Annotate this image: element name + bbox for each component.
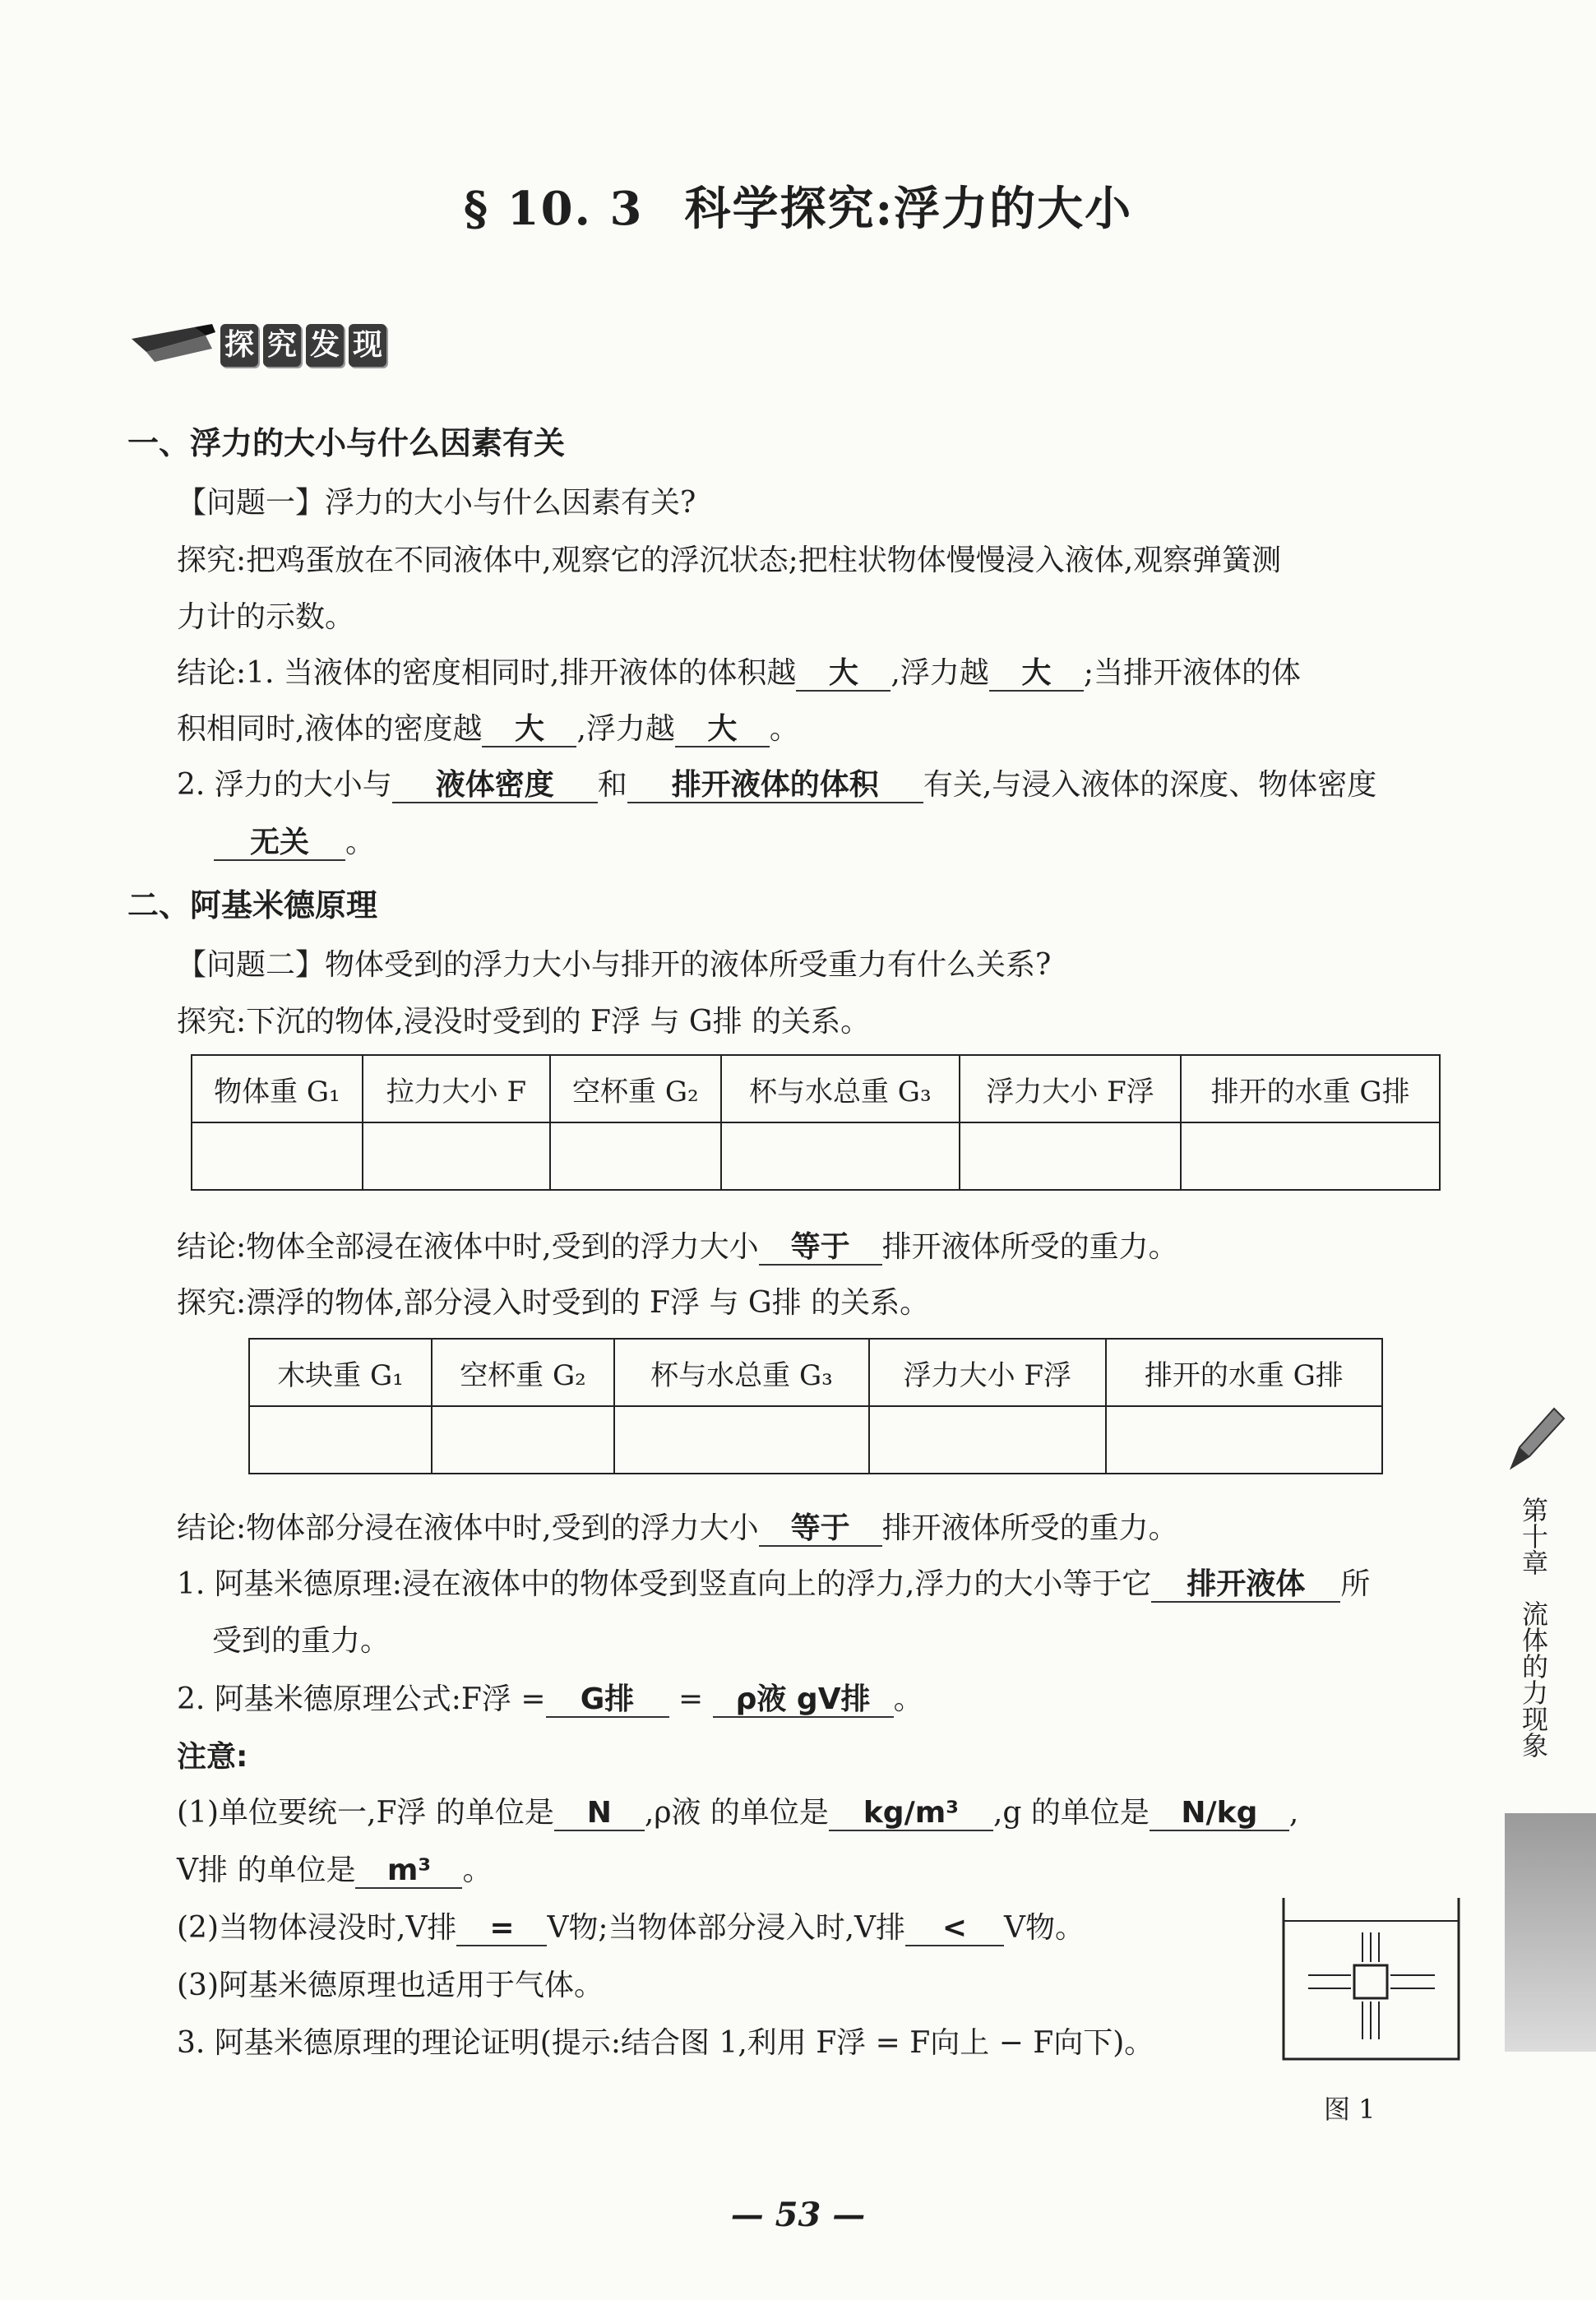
empty-cell	[721, 1122, 960, 1190]
pencil-icon	[1503, 1402, 1569, 1476]
answer-blank: 大	[675, 713, 770, 747]
table-header-cell: 排开的水重 G排	[1106, 1339, 1382, 1406]
text: V物;当物体部分浸入时,V排	[547, 1911, 906, 1945]
question-two: 【问题二】物体受到的浮力大小与排开的液体所受重力有什么关系?	[177, 948, 1052, 982]
principle-2-formula	[177, 1676, 923, 1718]
text: 所	[1340, 1567, 1371, 1601]
note-heading: 注意:	[177, 1740, 248, 1774]
submerged-cube	[1354, 1965, 1387, 1998]
empty-cell	[1181, 1122, 1440, 1190]
answer-blank: 无关	[214, 826, 345, 861]
badge-char: 现	[349, 324, 386, 367]
figure-1-caption: 图 1	[1324, 2094, 1376, 2125]
conclusion1-line1	[177, 650, 1301, 692]
answer-blank: 大	[482, 713, 576, 747]
text: ,	[1288, 1796, 1299, 1830]
conclusion4	[177, 1505, 1178, 1547]
page-number: — 53 —	[730, 2196, 866, 2234]
text: 。	[769, 712, 799, 746]
pen-icon	[130, 321, 220, 370]
conclusion3	[177, 1224, 1178, 1266]
section1-heading: 一、浮力的大小与什么因素有关	[127, 425, 566, 461]
floating-object-table	[248, 1338, 1383, 1474]
explore-discover-badge	[130, 317, 386, 374]
answer-blank: m³	[355, 1854, 462, 1889]
table-header-cell: 空杯重 G₂	[432, 1339, 614, 1406]
empty-cell	[614, 1406, 869, 1474]
answer-blank: ρ液 gV排	[713, 1683, 894, 1718]
text: 2. 阿基米德原理公式:F浮 =	[177, 1682, 546, 1716]
conclusion2-line1	[177, 761, 1376, 803]
empty-cell	[550, 1122, 721, 1190]
empty-cell	[249, 1406, 432, 1474]
table-data-row	[249, 1406, 1382, 1474]
answer-blank: =	[456, 1912, 547, 1946]
answer-blank: kg/m³	[829, 1797, 993, 1831]
note-2	[177, 1904, 1085, 1946]
text: =	[678, 1682, 704, 1716]
text: 和	[597, 768, 627, 802]
explore3: 探究:漂浮的物体,部分浸入时受到的 F浮 与 G排 的关系。	[177, 1286, 930, 1320]
note-1-line1	[177, 1789, 1298, 1831]
empty-cell	[432, 1406, 614, 1474]
table-header-row	[192, 1055, 1440, 1122]
badge-char: 发	[306, 324, 344, 367]
answer-blank: <	[905, 1912, 1004, 1946]
text: ;当排开液体的体	[1083, 656, 1301, 690]
chapter-label: 第十章	[1518, 1497, 1549, 1576]
section-title: 科学探究:浮力的大小	[684, 182, 1133, 236]
text: (1)单位要统一,F浮 的单位是	[177, 1796, 554, 1830]
text: 结论:物体部分浸在液体中时,受到的浮力大小	[177, 1511, 759, 1545]
conclusion1-line2	[177, 706, 799, 747]
explore2: 探究:下沉的物体,浸没时受到的 F浮 与 G排 的关系。	[177, 1005, 871, 1039]
text: 。	[345, 826, 376, 859]
answer-blank: G排	[546, 1683, 669, 1718]
note-3: (3)阿基米德原理也适用于气体。	[177, 1969, 604, 2002]
side-tab-bar	[1505, 1813, 1596, 2052]
answer-blank: 液体密度	[392, 769, 598, 803]
section2-heading: 二、阿基米德原理	[127, 887, 378, 923]
principle-1-line2: 受到的重力。	[212, 1624, 391, 1658]
empty-cell	[363, 1122, 550, 1190]
table-data-row	[192, 1122, 1440, 1190]
table-header-cell: 空杯重 G₂	[550, 1055, 721, 1122]
note-4-proof: 3. 阿基米德原理的理论证明(提示:结合图 1,利用 F浮 = F向上 − F向下)。	[177, 2026, 1154, 2060]
table-header-cell: 杯与水总重 G₃	[721, 1055, 960, 1122]
answer-blank: 排开液体的体积	[627, 769, 923, 803]
note-1-line2	[177, 1847, 492, 1889]
table-header-row	[249, 1339, 1382, 1406]
text: 排开液体所受的重力。	[881, 1230, 1178, 1264]
badge-char: 究	[263, 324, 301, 367]
pressure-arrows	[1308, 1932, 1435, 2039]
text: ,浮力越	[576, 712, 675, 746]
answer-blank: 大	[989, 657, 1084, 692]
answer-blank: N/kg	[1150, 1797, 1289, 1831]
chapter-subject: 流体的力现象	[1518, 1600, 1549, 1758]
figure-1-diagram	[1279, 1891, 1464, 2064]
empty-cell	[960, 1122, 1181, 1190]
section-number: § 10. 3	[463, 182, 644, 236]
text: 。	[893, 1682, 923, 1716]
table-header-cell: 杯与水总重 G₃	[614, 1339, 869, 1406]
text: 1. 阿基米德原理:浸在液体中的物体受到竖直向上的浮力,浮力的大小等于它	[177, 1567, 1152, 1601]
table-header-cell: 浮力大小 F浮	[960, 1055, 1181, 1122]
principle-1-line1	[177, 1561, 1370, 1603]
text: ,g 的单位是	[992, 1796, 1150, 1830]
empty-cell	[1106, 1406, 1382, 1474]
sinking-object-table	[191, 1054, 1441, 1191]
text: 2. 浮力的大小与	[177, 768, 392, 802]
answer-blank: 等于	[759, 1231, 882, 1266]
page-title	[0, 173, 1596, 238]
text: 。	[462, 1853, 493, 1887]
empty-cell	[869, 1406, 1106, 1474]
table-header-cell: 物体重 G₁	[192, 1055, 363, 1122]
side-tab	[1509, 1497, 1558, 1758]
explore1-line2: 力计的示数。	[177, 600, 355, 634]
answer-blank: 大	[796, 657, 891, 692]
text: V物。	[1004, 1911, 1085, 1945]
text: V排 的单位是	[177, 1853, 356, 1887]
text: ,浮力越	[891, 656, 989, 690]
answer-blank: 排开液体	[1151, 1568, 1340, 1603]
conclusion2-line2	[214, 819, 375, 861]
text: (2)当物体浸没时,V排	[177, 1911, 457, 1945]
answer-blank: N	[554, 1797, 645, 1831]
table-header-cell: 木块重 G₁	[249, 1339, 432, 1406]
table-header-cell: 拉力大小 F	[363, 1055, 550, 1122]
text: 排开液体所受的重力。	[881, 1511, 1178, 1545]
question-one: 【问题一】浮力的大小与什么因素有关?	[177, 486, 696, 520]
text: ,ρ液 的单位是	[644, 1796, 829, 1830]
text: 积相同时,液体的密度越	[177, 712, 483, 746]
answer-blank: 等于	[759, 1512, 882, 1547]
text: 结论:1. 当液体的密度相同时,排开液体的体积越	[177, 656, 797, 690]
table-header-cell: 排开的水重 G排	[1181, 1055, 1440, 1122]
badge-char: 探	[220, 324, 258, 367]
text: 有关,与浸入液体的深度、物体密度	[923, 768, 1377, 802]
explore1-line1: 探究:把鸡蛋放在不同液体中,观察它的浮沉状态;把柱状物体慢慢浸入液体,观察弹簧测	[177, 544, 1282, 577]
text: 结论:物体全部浸在液体中时,受到的浮力大小	[177, 1230, 759, 1264]
empty-cell	[192, 1122, 363, 1190]
table-header-cell: 浮力大小 F浮	[869, 1339, 1106, 1406]
